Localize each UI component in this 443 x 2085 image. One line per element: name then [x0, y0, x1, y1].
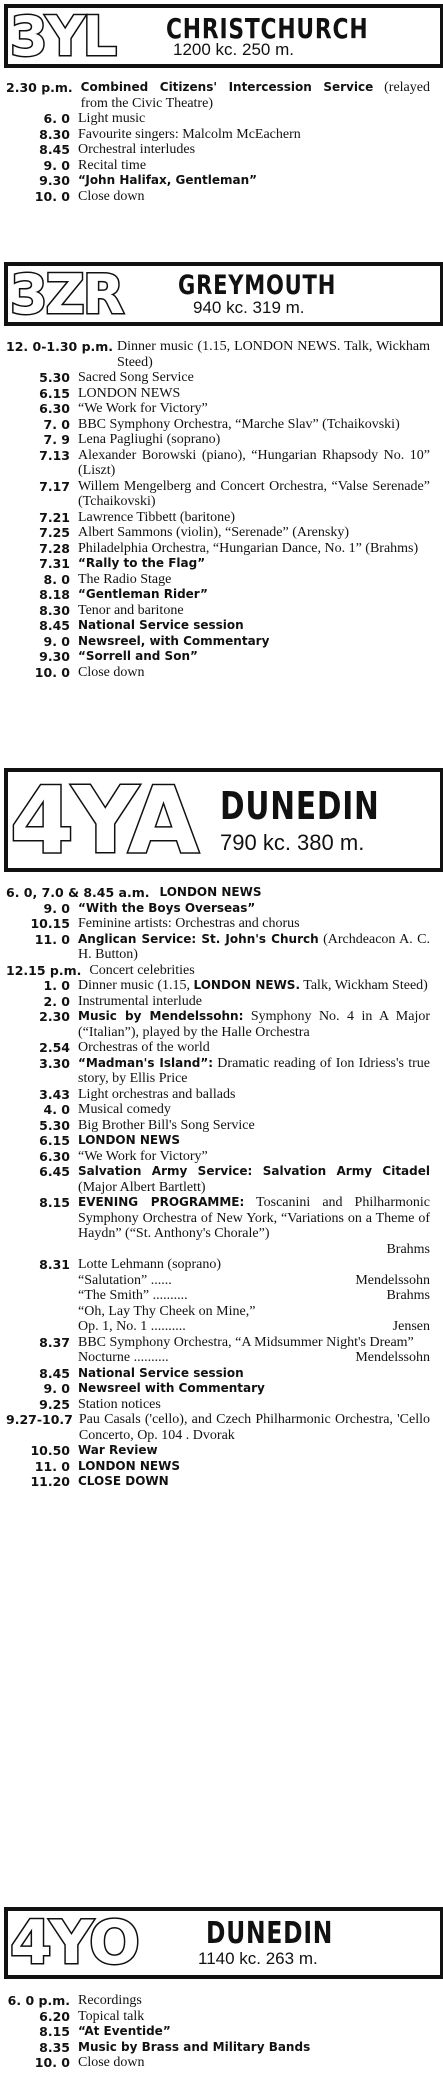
programme-item [6, 572, 430, 588]
item-desc: Willem Mengelberg and Concert Orchestra, “Valse Serenade” (Tchaikovski) [78, 478, 430, 509]
programme-item [6, 448, 430, 479]
item-desc: “At Eventide” [78, 2024, 171, 2038]
item-time: 10. 0 [34, 188, 70, 204]
programme-item [6, 80, 430, 111]
item-desc: Close down [78, 664, 145, 680]
item-time: 6. 0 p.m. [7, 1993, 70, 2008]
programme-item [6, 142, 430, 158]
item-time: 6.20 [39, 2008, 70, 2024]
item-desc: Anglican Service: St. John's Church (Archdeacon A. C. H. Button) [78, 931, 431, 962]
programme-item [6, 1102, 430, 1118]
item-desc: Dinner music (1.15, LONDON NEWS. Talk, Wickham Steed) [78, 978, 428, 993]
programme-item [6, 618, 430, 634]
item-time: 11. 0 [34, 931, 70, 947]
item-time: 3.43 [39, 1086, 70, 1102]
station-frequency: 1140 kc. 263 m. [198, 1949, 318, 1968]
programme-item [6, 1056, 430, 1087]
programme-item [6, 1009, 430, 1040]
item-desc: LONDON NEWS [78, 1133, 180, 1147]
item-desc: War Review [78, 1443, 158, 1457]
programme-item [6, 525, 430, 541]
item-time: 7. 0 [43, 416, 70, 432]
item-desc: “We Work for Victory” [78, 401, 208, 416]
item-desc: “Madman's Island”: Dramatic reading of Ion Idriess's true story, by Ellis Price [78, 1055, 430, 1086]
programme-item [6, 978, 430, 994]
programme-list [6, 339, 430, 680]
item-desc: Sacred Song Service [78, 370, 194, 385]
item-time: 10. 0 [34, 2055, 70, 2070]
item-desc: Combined Citizens' Intercession Service (relayed from the Civic Theatre) [80, 80, 430, 111]
item-desc: Recital time [78, 157, 147, 173]
item-desc: Orchestral interludes [78, 142, 196, 157]
item-desc: Musical comedy [78, 1102, 171, 1117]
programme-item [6, 1335, 430, 1366]
item-desc: Lena Pagliughi (soprano) [78, 432, 221, 447]
item-desc: Salvation Army Service: Salvation Army Citadel (Major Albert Bartlett) [78, 1164, 430, 1195]
item-time: 1. 0 [43, 978, 70, 993]
item-desc: CLOSE DOWN [78, 1474, 169, 1488]
item-time: 10. 0 [34, 664, 70, 680]
item-desc: Newsreel with Commentary [78, 1381, 265, 1395]
item-time: 9.25 [39, 1396, 70, 1412]
programme-item [6, 173, 430, 189]
item-desc: Lawrence Tibbett (baritone) [78, 509, 236, 525]
item-time: 8.31 [39, 1257, 70, 1272]
programme-item [6, 479, 430, 510]
item-time: 8.37 [39, 1334, 70, 1350]
item-desc: National Service session [78, 618, 244, 632]
item-time: 6.30 [39, 1148, 70, 1164]
station-header [4, 1907, 443, 1979]
item-time: 8.30 [39, 602, 70, 618]
item-time: 5.30 [39, 370, 70, 385]
programme-item [6, 1257, 430, 1335]
programme-item [6, 2009, 430, 2025]
programme-item [6, 1195, 430, 1257]
programme-item [6, 1412, 430, 1443]
programme-list [6, 80, 430, 204]
programme-item [6, 1397, 430, 1413]
programme-item [6, 432, 430, 448]
station-3yl [0, 4, 443, 68]
item-time: 9. 0 [43, 1381, 70, 1396]
programme-item [6, 1443, 430, 1459]
programme-item [6, 1087, 430, 1103]
item-time: 9.30 [39, 173, 70, 188]
item-desc: Big Brother Bill's Song Service [78, 1117, 255, 1133]
item-time: 12. 0-1.30 p.m. [6, 339, 114, 354]
item-desc: EVENING PROGRAMME: Toscanini and Philharmonic Symphony Orchestra of New York, “Variations on a Theme of Haydn” (“St. Anthony's Chorale”) Brahms [78, 1195, 430, 1257]
item-time: 6. 0 [43, 111, 70, 126]
item-desc: “Rally to the Flag” [78, 556, 206, 570]
item-desc: Close down [78, 2055, 145, 2070]
item-time: 8.45 [39, 142, 70, 157]
programme-item [6, 1149, 430, 1165]
call-sign: 4YA [10, 766, 198, 874]
item-desc: Favourite singers: Malcolm McEachern [78, 126, 301, 142]
programme-item [6, 587, 430, 603]
programme-item [6, 510, 430, 526]
item-time: 5.30 [39, 1117, 70, 1133]
programme-item [6, 1381, 430, 1397]
item-desc: “We Work for Victory” [78, 1148, 208, 1164]
programme-list [6, 885, 430, 1490]
item-time: 11. 0 [34, 1458, 70, 1474]
item-time: 2.30 p.m. [6, 80, 73, 95]
item-time: 7. 9 [43, 432, 70, 447]
item-time: 7.25 [39, 525, 70, 540]
programme-item [6, 417, 430, 433]
station-frequency: 790 kc. 380 m. [220, 830, 365, 855]
station-city: CHRISTCHURCH [166, 12, 369, 45]
item-desc: Albert Sammons (violin), “Serenade” (Arensky) [78, 525, 349, 540]
programme-item [6, 1366, 430, 1382]
item-desc: Alexander Borowski (piano), “Hungarian Rhapsody No. 10” (Liszt) [78, 447, 430, 478]
item-desc: BBC Symphony Orchestra, “A Midsummer Night's Dream” Nocturne .......... Mendelssohn [78, 1334, 430, 1365]
item-time: 7.31 [39, 556, 70, 571]
item-time: 6.15 [39, 1133, 70, 1148]
item-time: 2.30 [39, 1009, 70, 1024]
item-time: 2.54 [39, 1040, 70, 1055]
item-time: 10.15 [30, 916, 70, 931]
item-desc: Music by Brass and Military Bands [78, 2039, 311, 2054]
programme-item [6, 994, 430, 1010]
station-4ya [0, 768, 443, 872]
programme-item [6, 189, 430, 205]
item-time: 9. 0 [43, 900, 70, 916]
item-time: 8.18 [39, 587, 70, 602]
item-time: 9.30 [39, 649, 70, 664]
item-desc: Instrumental interlude [78, 993, 203, 1009]
programme-item [6, 634, 430, 650]
item-time: 2. 0 [43, 993, 70, 1009]
programme-item [6, 665, 430, 681]
call-sign: 3ZR [10, 262, 123, 326]
item-desc: Lotte Lehmann (soprano) “Salutation” ...... Mendelssohn “The Smith” .......... Brahms “Oh, Lay Thy Cheek on Mine,” Op. 1, No. 1 .......... Jensen [78, 1257, 430, 1334]
programme-item [6, 649, 430, 665]
station-frequency: 940 kc. 319 m. [193, 298, 305, 317]
item-time: 7.13 [39, 447, 70, 463]
item-desc: Concert celebrities [89, 962, 195, 978]
item-desc: Recordings [78, 1993, 142, 2008]
item-desc: Newsreel, with Commentary [78, 633, 270, 648]
item-time: 9. 0 [43, 633, 70, 649]
item-time: 4. 0 [43, 1102, 70, 1117]
item-desc: Topical talk [78, 2008, 145, 2024]
item-time: 9.27-10.7 [6, 1412, 73, 1427]
call-sign: 3YL [10, 4, 116, 68]
programme-item [6, 901, 430, 917]
item-desc: “Sorrell and Son” [78, 649, 198, 663]
item-desc: Pau Casals ('cello), and Czech Philharmonic Orchestra, 'Cello Concerto, Op. 104 . Dvorak [78, 1412, 430, 1443]
call-sign: 4YO [10, 1908, 139, 1978]
programme-item [6, 963, 430, 979]
item-desc: “With the Boys Overseas” [78, 900, 256, 915]
programme-item [6, 885, 430, 901]
item-time: 7.17 [39, 478, 70, 494]
item-time: 6. 0, 7.0 & 8.45 a.m. [6, 885, 150, 900]
programme-item [6, 556, 430, 572]
item-time: 9. 0 [43, 157, 70, 173]
item-desc: Music by Mendelssohn: Symphony No. 4 in A Major (“Italian”), played by the Halle Orchestra [78, 1009, 430, 1040]
programme-item [6, 370, 430, 386]
station-4yo [0, 1907, 443, 1979]
item-desc: Light orchestras and ballads [78, 1086, 236, 1102]
station-header [4, 262, 443, 326]
programme-item [6, 1118, 430, 1134]
item-time: 7.28 [39, 540, 70, 556]
item-desc: Philadelphia Orchestra, “Hungarian Dance, No. 1” (Brahms) [78, 540, 419, 556]
programme-item [6, 2024, 430, 2040]
item-time: 11.20 [30, 1474, 70, 1489]
programme-item [6, 158, 430, 174]
station-frequency: 1200 kc. 250 m. [173, 40, 294, 59]
programme-item [6, 386, 430, 402]
station-3zr [0, 262, 443, 326]
item-time: 8. 0 [43, 571, 70, 587]
item-time: 6.30 [39, 401, 70, 416]
programme-item [6, 339, 430, 370]
item-desc: LONDON NEWS [78, 385, 181, 401]
programme-item [6, 916, 430, 932]
programme-item [6, 932, 430, 963]
item-time: 7.21 [39, 509, 70, 525]
item-time: 8.15 [39, 1195, 70, 1210]
item-desc: Close down [78, 188, 145, 204]
item-desc: “John Halifax, Gentleman” [78, 173, 258, 187]
item-time: 8.45 [39, 1365, 70, 1381]
item-time: 8.30 [39, 126, 70, 142]
station-header [4, 4, 443, 68]
item-desc: National Service session [78, 1365, 244, 1380]
item-time: 6.15 [39, 385, 70, 401]
item-desc: Orchestras of the world [78, 1040, 210, 1055]
programme-item [6, 1133, 430, 1149]
station-city: GREYMOUTH [178, 270, 337, 301]
item-time: 12.15 p.m. [6, 962, 82, 978]
item-desc: Light music [78, 111, 146, 126]
programme-item [6, 1040, 430, 1056]
item-desc: Feminine artists: Orchestras and chorus [78, 916, 300, 931]
programme-item [6, 1474, 430, 1490]
programme-item [6, 2055, 430, 2071]
item-desc: Dinner music (1.15, LONDON NEWS. Talk, Wickham Steed) [117, 339, 430, 370]
station-city: DUNEDIN [220, 784, 380, 828]
item-time: 8.35 [39, 2039, 70, 2055]
item-time: 3.30 [39, 1055, 70, 1071]
item-desc: LONDON NEWS [78, 1458, 180, 1473]
programme-item [6, 1164, 430, 1195]
item-desc: “Gentleman Rider” [78, 587, 208, 601]
programme-list [6, 1993, 430, 2071]
item-time: 8.45 [39, 618, 70, 633]
programme-item [6, 603, 430, 619]
programme-item [6, 111, 430, 127]
item-desc: BBC Symphony Orchestra, “Marche Slav” (Tchaikovski) [78, 416, 400, 432]
item-time: 8.15 [39, 2024, 70, 2039]
item-desc: LONDON NEWS [159, 885, 262, 899]
item-time: 6.45 [39, 1164, 70, 1179]
programme-item [6, 127, 430, 143]
programme-item [6, 1993, 430, 2009]
station-city: DUNEDIN [206, 1916, 334, 1951]
station-header [4, 768, 443, 872]
programme-item [6, 2040, 430, 2056]
programme-item [6, 401, 430, 417]
item-time: 10.50 [30, 1443, 70, 1458]
item-desc: Tenor and baritone [78, 602, 184, 618]
item-desc: The Radio Stage [78, 571, 172, 587]
item-desc: Station notices [78, 1396, 161, 1412]
programme-item [6, 1459, 430, 1475]
programme-item [6, 541, 430, 557]
